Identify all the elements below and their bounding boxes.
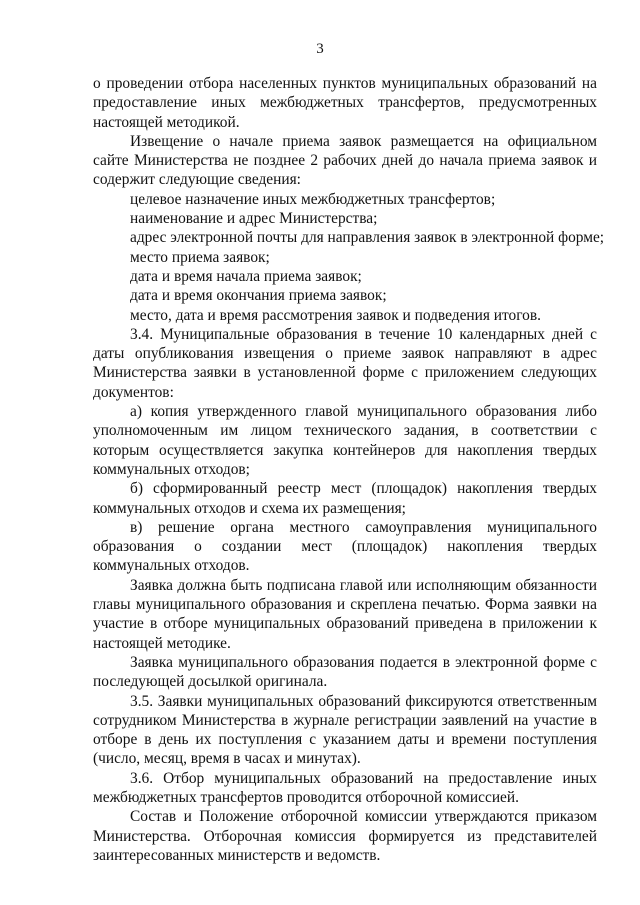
- paragraph-continuation: о проведении отбора населенных пунктов муниципальных образований на предоставление иных межбюджетных трансфертов, предусмотренных настоящей методикой.: [93, 75, 597, 131]
- notice-item-purpose: целевое назначение иных межбюджетных трансфертов;: [130, 190, 496, 208]
- page-number: 3: [316, 41, 324, 57]
- paragraph-electronic: Заявка муниципального образования подается в электронной форме с последующей досылкой оригинала.: [93, 653, 597, 691]
- notice-item-end: дата и время окончания приема заявок;: [130, 287, 387, 305]
- document-item-a: а) копия утвержденного главой муниципального образования либо уполномоченным им лицом технического задания, в соответствии с которым осуществляется закупка контейнеров для накопления твердых коммунальных отходов;: [93, 403, 597, 478]
- notice-item-place: место приема заявок;: [130, 248, 270, 266]
- notice-item-review: место, дата и время рассмотрения заявок и подведения итогов.: [130, 306, 541, 324]
- notice-item-start: дата и время начала приема заявок;: [130, 267, 362, 285]
- notice-item-email: адрес электронной почты для направления заявок в электронной форме;: [130, 229, 605, 247]
- notice-item-ministry: наименование и адрес Министерства;: [130, 210, 378, 228]
- document-item-c: в) решение органа местного самоуправления муниципального образования о создании мест (площадок) накопления твердых коммунальных отходов.: [93, 518, 597, 575]
- document-item-b: б) сформированный реестр мест (площадок) накопления твердых коммунальных отходов и схема их размещения;: [93, 480, 597, 517]
- paragraph-notice: Извещение о начале приема заявок размещается на официальном сайте Министерства не позднее 2 рабочих дней до начала приема заявок и содержит следующие сведения:: [93, 132, 597, 189]
- paragraph-signature: Заявка должна быть подписана главой или исполняющим обязанности главы муниципального образования и скреплена печатью. Форма заявки на участие в отборе муниципальных образований приведена в приложении к настоящей методике.: [93, 576, 597, 652]
- document-body: [93, 74, 605, 865]
- paragraph-3-6: 3.6. Отбор муниципальных образований на предоставление иных межбюджетных трансфертов проводится отборочной комиссией.: [93, 769, 597, 806]
- paragraph-commission: Состав и Положение отборочной комиссии утверждаются приказом Министерства. Отборочная комиссия формируется из представителей заинтересованных министерств и ведомств.: [93, 808, 597, 864]
- paragraph-3-4: 3.4. Муниципальные образования в течение 10 календарных дней с даты опубликования извещения о приеме заявок направляют в адрес Министерства заявки в установленной форме с приложением следующих документов:: [93, 325, 597, 401]
- paragraph-3-5: 3.5. Заявки муниципальных образований фиксируются ответственным сотрудником Министерства в журнале регистрации заявлений на участие в отборе в день их поступления с указанием даты и времени поступления (число, месяц, время в часах и минутах).: [93, 692, 597, 768]
